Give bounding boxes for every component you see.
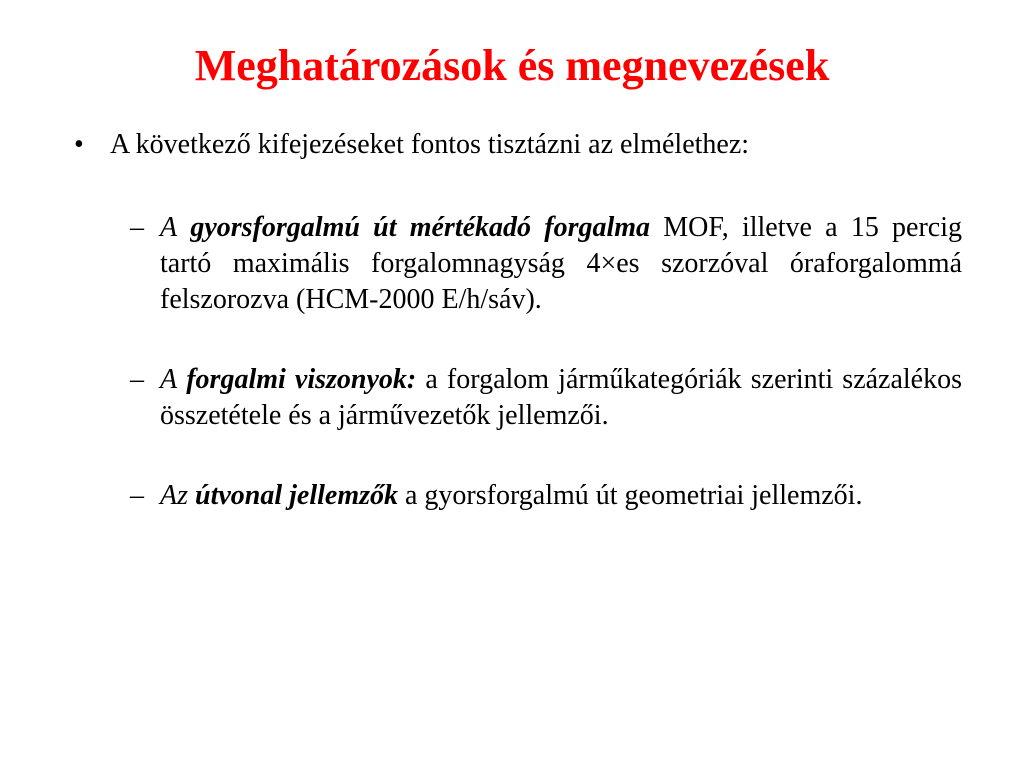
definition-article: A — [160, 212, 178, 243]
definition-content — [160, 478, 962, 514]
definition-term: gyorsforgalmú út mértékadó forgalma — [190, 212, 651, 243]
intro-bullet-text: A következő kifejezéseket fontos tisztázni az elmélethez: — [110, 129, 750, 160]
definition-description: a forgalom járműkategóriák szerinti százalékos összetétele és a járművezetők jellemzői. — [160, 364, 963, 431]
definition-content — [160, 210, 962, 318]
definition-article: Az — [160, 480, 188, 511]
definition-article: A — [160, 364, 178, 395]
definition-description: MOF, illetve a 15 percig tartó maximális forgalomnagyság 4×es szorzóval óraforgalommá felszorozva (HCM-2000 E/h/sáv). — [160, 212, 963, 315]
definition-term: forgalmi viszonyok: — [186, 364, 417, 395]
dash-marker: – — [130, 364, 144, 395]
dash-marker: – — [130, 212, 144, 243]
bullet-marker: • — [74, 129, 84, 160]
definition-description: a gyorsforgalmú út geometriai jellemzői. — [405, 480, 863, 511]
definition-term: útvonal jellemzők — [195, 480, 398, 511]
slide-title: Meghatározások és megnevezések — [194, 41, 830, 90]
dash-marker: – — [130, 480, 144, 511]
definition-content — [160, 362, 962, 434]
